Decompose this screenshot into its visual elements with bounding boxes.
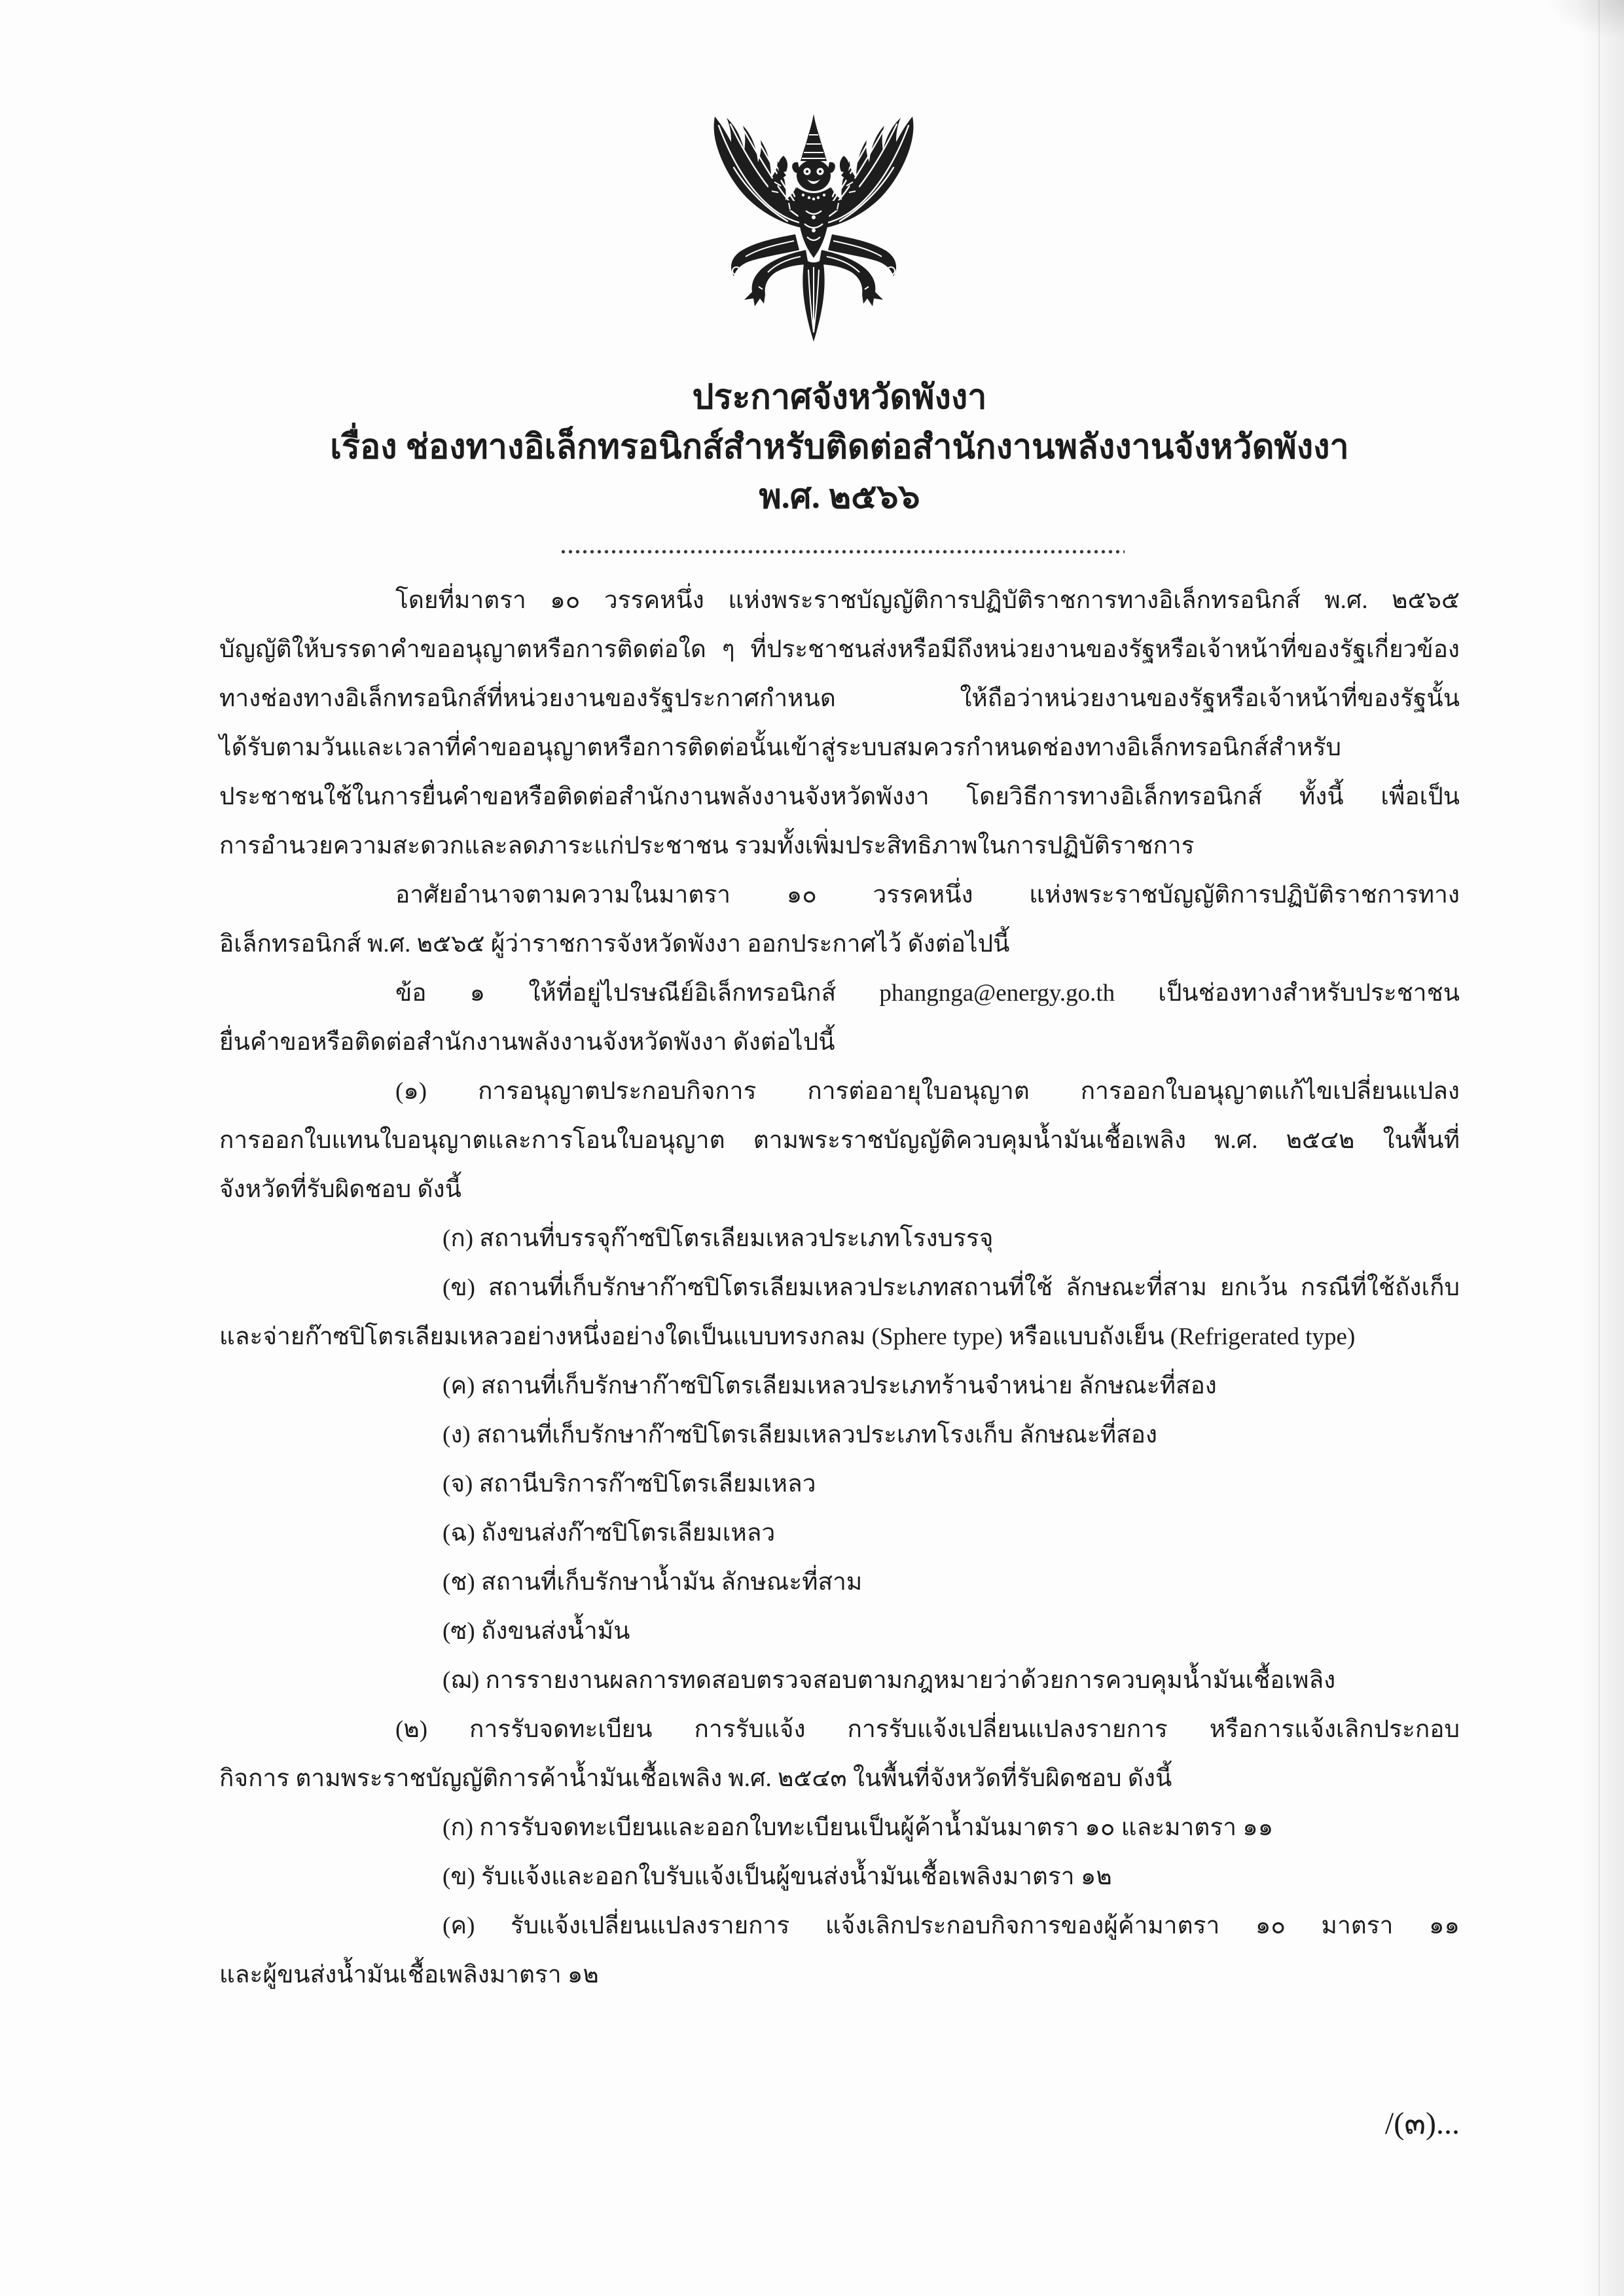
item-1-d: [219, 1410, 1460, 1460]
text-line: การอำนวยความสะดวกและลดภาระแก่ประชาชน รวมทั้งเพิ่มประสิทธิภาพในการปฏิบัติราชการ: [219, 833, 1195, 859]
paragraph-authority: [219, 870, 1460, 969]
item-1: [219, 1067, 1460, 1214]
page-title: ประกาศจังหวัดพังงา: [692, 379, 987, 416]
text-line: (๒) การรับจดทะเบียน การรับแจ้ง การรับแจ้งเปลี่ยนแปลงรายการ หรือการแจ้งเลิกประกอบ: [395, 1716, 1460, 1743]
garuda-emblem-icon: [702, 111, 925, 347]
text-line: จังหวัดที่รับผิดชอบ ดังนี้: [219, 1176, 461, 1203]
garuda-tail: [803, 259, 824, 342]
item-1-g: [219, 1558, 1460, 1607]
text-line: (ช) สถานที่เก็บรักษาน้ำมัน ลักษณะที่สาม: [442, 1569, 863, 1596]
item-2-a: [219, 1803, 1460, 1852]
clause-1: [219, 969, 1460, 1067]
text-line: กิจการ ตามพระราชบัญญัติการค้าน้ำมันเชื้อเพลิง พ.ศ. ๒๕๔๓ ในพื้นที่จังหวัดที่รับผิดชอบ ดังนี้: [219, 1765, 1172, 1792]
item-2: [219, 1705, 1460, 1803]
scan-edge-line: [1598, 0, 1600, 2296]
item-1-i: [219, 1656, 1460, 1705]
text-line: (จ) สถานีบริการก๊าซปิโตรเลียมเหลว: [442, 1471, 816, 1498]
text-line: บัญญัติให้บรรดาคำขออนุญาตหรือการติดต่อใด ๆ ที่ประชาชนส่งหรือมีถึงหน่วยงานของรัฐหรือเจ้าหน้าที่ของรัฐเกี่ยวข้อง: [219, 636, 1460, 663]
text-line: (ข) รับแจ้งและออกใบรับแจ้งเป็นผู้ขนส่งน้ำมันเชื้อเพลิงมาตรา ๑๒: [442, 1863, 1112, 1890]
text-line: (ก) การรับจดทะเบียนและออกใบทะเบียนเป็นผู้ค้าน้ำมันมาตรา ๑๐ และมาตรา ๑๑: [442, 1814, 1274, 1841]
text-line: (ฉ) ถังขนส่งก๊าซปิโตรเลียมเหลว: [442, 1520, 776, 1547]
text-line: ข้อ ๑ ให้ที่อยู่ไปรษณีย์อิเล็กทรอนิกส์ phangnga@energy.go.th เป็นช่องทางสำหรับประชาชน: [395, 980, 1460, 1007]
item-1-f: [219, 1509, 1460, 1558]
text-line: โดยที่มาตรา ๑๐ วรรคหนึ่ง แห่งพระราชบัญญัติการปฏิบัติราชการทางอิเล็กทรอนิกส์ พ.ศ. ๒๕๖๕: [395, 587, 1460, 614]
announcement-header: [219, 373, 1460, 522]
text-line: อิเล็กทรอนิกส์ พ.ศ. ๒๕๖๕ ผู้ว่าราชการจังหวัดพังงา ออกประกาศไว้ ดังต่อไปนี้: [219, 931, 1010, 958]
garuda-head: [792, 160, 835, 191]
text-line: ทางช่องทางอิเล็กทรอนิกส์ที่หน่วยงานของรัฐประกาศกำหนด ให้ถือว่าหน่วยงานของรัฐหรือเจ้าหน้าที่ของรัฐนั้น: [219, 685, 1460, 712]
item-2-c: [219, 1901, 1460, 2000]
garuda-torso: [798, 195, 830, 258]
text-line: (ฌ) การรายงานผลการทดสอบตรวจสอบตามกฎหมายว่าด้วยการควบคุมน้ำมันเชื้อเพลิง: [442, 1667, 1336, 1694]
text-line: (ง) สถานที่เก็บรักษาก๊าซปิโตรเลียมเหลวประเภทโรงเก็บ ลักษณะที่สอง: [442, 1422, 1157, 1448]
item-1-h: [219, 1607, 1460, 1656]
item-1-c: [219, 1361, 1460, 1410]
text-line: และผู้ขนส่งน้ำมันเชื้อเพลิงมาตรา ๑๒: [219, 1962, 599, 1988]
text-line: อาศัยอำนาจตามความในมาตรา ๑๐ วรรคหนึ่ง แห่งพระราชบัญญัติการปฏิบัติราชการทาง: [395, 882, 1460, 908]
text-line: การออกใบแทนใบอนุญาตและการโอนใบอนุญาต ตามพระราชบัญญัติควบคุมน้ำมันเชื้อเพลิง พ.ศ. ๒๕๔๒ ในพื้นที่: [219, 1127, 1460, 1154]
text-line: (ก) สถานที่บรรจุก๊าซปิโตรเลียมเหลวประเภทโรงบรรจุ: [442, 1225, 994, 1252]
text-line: และจ่ายก๊าซปิโตรเลียมเหลวอย่างหนึ่งอย่างใดเป็นแบบทรงกลม (Sphere type) หรือแบบถังเย็น (Refrigerated type): [219, 1323, 1356, 1350]
garuda-crown: [801, 114, 827, 161]
scan-edge-shadow: [1578, 0, 1624, 2296]
announcement-body: [219, 576, 1460, 2000]
text-line: ยื่นคำขอหรือติดต่อสำนักงานพลังงานจังหวัดพังงา ดังต่อไปนี้: [219, 1029, 835, 1056]
item-1-b: [219, 1263, 1460, 1361]
text-line: (ค) สถานที่เก็บรักษาก๊าซปิโตรเลียมเหลวประเภทร้านจำหน่าย ลักษณะที่สอง: [442, 1372, 1217, 1399]
garuda-left-half: [714, 117, 808, 306]
page-continuation: /(๓)...: [1384, 2106, 1460, 2141]
text-line: ได้รับตามวันและเวลาที่คำขออนุญาตหรือการติดต่อนั้นเข้าสู่ระบบสมควรกำหนดช่องทางอิเล็กทรอนิกส์สำหรับ: [219, 734, 1341, 761]
text-line: (ค) รับแจ้งเปลี่ยนแปลงรายการ แจ้งเลิกประกอบกิจการของผู้ค้ามาตรา ๑๐ มาตรา ๑๑: [442, 1912, 1460, 1939]
announcement-subject: เรื่อง ช่องทางอิเล็กทรอนิกส์สำหรับติดต่อสำนักงานพลังงานจังหวัดพังงา: [330, 429, 1349, 466]
item-2-b: [219, 1852, 1460, 1901]
dotted-divider: [560, 550, 1125, 554]
text-line: (๑) การอนุญาตประกอบกิจการ การต่ออายุใบอนุญาต การออกใบอนุญาตแก้ไขเปลี่ยนแปลง: [395, 1078, 1460, 1105]
item-1-a: [219, 1214, 1460, 1263]
paragraph-preamble: [219, 576, 1460, 870]
item-1-e: [219, 1460, 1460, 1509]
text-line: (ข) สถานที่เก็บรักษาก๊าซปิโตรเลียมเหลวประเภทสถานที่ใช้ ลักษณะที่สาม ยกเว้น กรณีที่ใช้ถังเก็บ: [442, 1274, 1460, 1301]
text-line: (ซ) ถังขนส่งน้ำมัน: [442, 1618, 630, 1645]
scan-corner-shadow: [1545, 0, 1624, 39]
garuda-right-half: [819, 117, 913, 306]
announcement-year: พ.ศ. ๒๕๖๖: [759, 478, 920, 516]
text-line: ประชาชนใช้ในการยื่นคำขอหรือติดต่อสำนักงานพลังงานจังหวัดพังงา โดยวิธีการทางอิเล็กทรอนิกส์ ทั้งนี้ เพื่อเป็น: [219, 783, 1460, 810]
